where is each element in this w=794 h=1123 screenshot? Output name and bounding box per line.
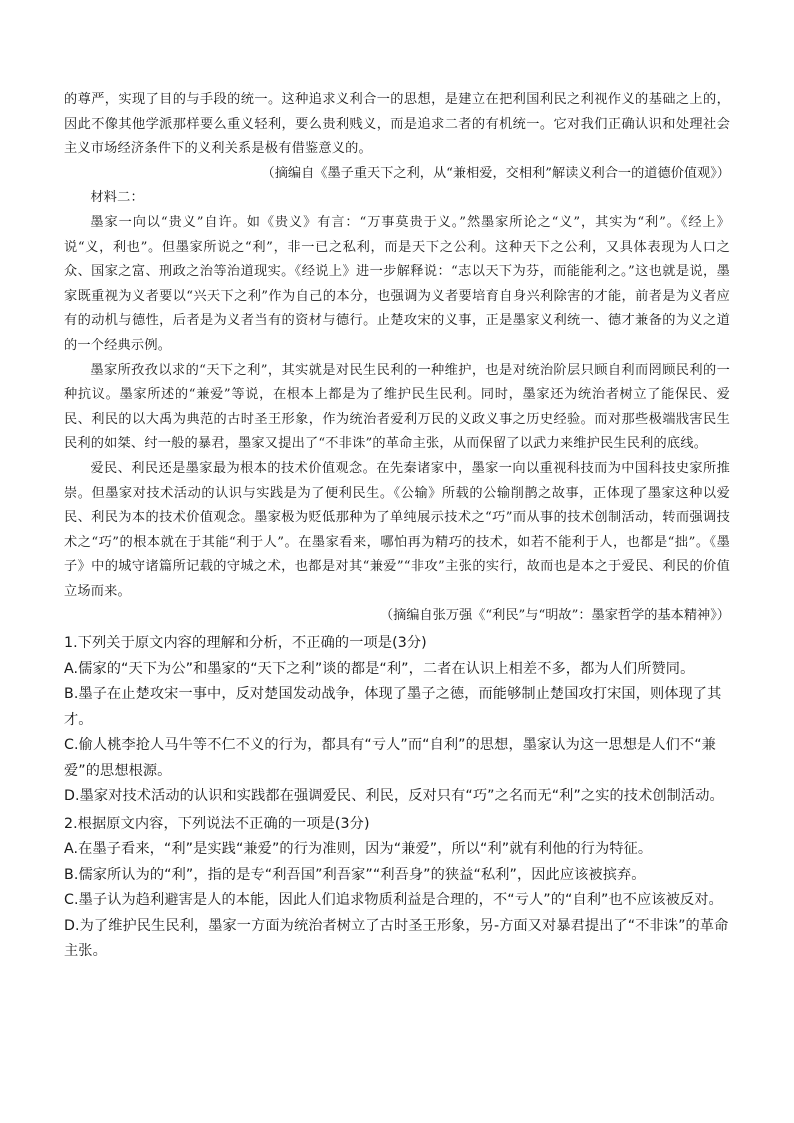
question-2 xyxy=(64,812,730,965)
question-1-option-a: A.儒家的“天下为公”和墨家的“天下之利”谈的都是“利”，二者在认识上相差不多，都为人们所赞同。 xyxy=(64,660,695,677)
passage-paragraph-4: 爱民、利民还是墨家最为根本的技术价值观念。在先秦诸家中，墨家一向以重视科技而为中国科技史家所推崇。但墨家对技术活动的认识与实践是为了便利民生。《公输》所载的公输削鹊之故事，正体现了墨家这种以爱民、利民为本的技术价值观念。墨家极为贬低那种为了单纯展示技术之“巧”而从事的技术创制活动，转而强调技术之“巧”的根本就在于其能“利于人”。在墨家看来，哪怕再为精巧的技术，如若不能利于人，也都是“拙”。《墨子》中的城守诸篇所记载的守城之术，也都是对其“兼爱”“非攻”主张的实行，故而也是本之于爱民、利民的价值立场而来。 xyxy=(64,460,730,599)
passage-source-1: （摘编自《墨子重天下之利，从“兼相爱，交相利”解读义利合一的道德价值观》） xyxy=(261,165,730,181)
question-2-option-b: B.儒家所认为的“利”，指的是专“利吾国”利吾家”“利吾身”的狭益“私利”，因此应该被摈弃。 xyxy=(64,866,646,883)
question-1-option-c: C.偷人桃李抢人马牛等不仁不义的行为，都具有“亏人”而“自利”的思想，墨家认为这一思想是人们不“兼爱”的思想根源。 xyxy=(64,737,716,779)
question-1-option-b: B.墨子在止楚攻宋一事中，反对楚国发动战争，体现了墨子之德，而能够制止楚国攻打宋国，则体现了其才。 xyxy=(64,686,722,728)
passage-paragraph-2: 墨家一向以“贵义”自许。如《贵义》有言：“万事莫贵于义。”然墨家所论之“义”，其实为“利”。《经上》说“义，利也”。但墨家所说之“利”，非一已之私利，而是天下之公利。这种天下之公利，又具体表现为人口之众、国家之富、刑政之治等治道现实。《经说上》进一步解释说：“志以天下为芬，而能能利之。”这也就是说，墨家既重视为义者要以“兴天下之利”作为自己的本分，也强调为义者要培育自身兴利除害的才能，前者是为义者应有的动机与德性，后者是为义者当有的资材与德行。止楚攻宋的义事，正是墨家义利统一、德才兼备的为义之道的一个经典示例。 xyxy=(64,214,730,353)
question-1-option-d: D.墨家对技术活动的认识和实践都在强调爱民、利民，反对只有“巧”之名而无“利”之实的技术创制活动。 xyxy=(64,788,724,805)
question-2-option-a: A.在墨子看来，“利”是实践“兼爱”的行为准则，因为“兼爱”，所以“利”就有利他的行为特征。 xyxy=(64,841,653,858)
question-1 xyxy=(64,631,730,810)
question-2-option-c: C.墨子认为趋利避害是人的本能，因此人们追求物质利益是合理的，不“亏人”的“自利”也不应该被反对。 xyxy=(64,892,723,909)
material-2-label: 材料二： xyxy=(90,190,144,206)
passage-paragraph-1: 的尊严，实现了目的与手段的统一。这种追求义利合一的思想，是建立在把利国利民之利视作义的基础之上的，因此不像其他学派那样要么重义轻利，要么贵利贱义，而是追求二者的有机统一。它对我们正确认识和处理社会主义市场经济条件下的义利关系是极有借鉴意义的。 xyxy=(64,92,730,157)
question-2-stem: 2.根据原文内容，下列说法不正确的一项是(3分) xyxy=(64,815,370,832)
passage-paragraph-3: 墨家所孜孜以求的“天下之利”，其实就是对民生民利的一种维护，也是对统治阶层只顾自利而罔顾民利的一种抗议。墨家所述的“兼爱”等说，在根本上都是为了维护民生民利。同时，墨家还为统治者树立了能保民、爱民、利民的以大禹为典范的古时圣王形象，作为统治者爱利万民的义政义事之历史经验。而对那些极端戕害民生民利的如桀、纣一般的暴君，墨家又提出了“不非诛”的革命主张，从而保留了以武力来维护民生民利的底线。 xyxy=(64,362,730,452)
passage-source-2: （摘编自张万强《“利民”与“明故”：墨家哲学的基本精神》） xyxy=(379,608,730,624)
question-1-stem: 1.下列关于原文内容的理解和分析，不正确的一项是(3分) xyxy=(64,635,427,652)
question-2-option-d: D.为了维护民生民利，墨家一方面为统治者树立了古时圣王形象，另-方面又对暴君提出了“不非诛”的革命主张。 xyxy=(64,917,729,960)
document-page xyxy=(64,88,730,965)
